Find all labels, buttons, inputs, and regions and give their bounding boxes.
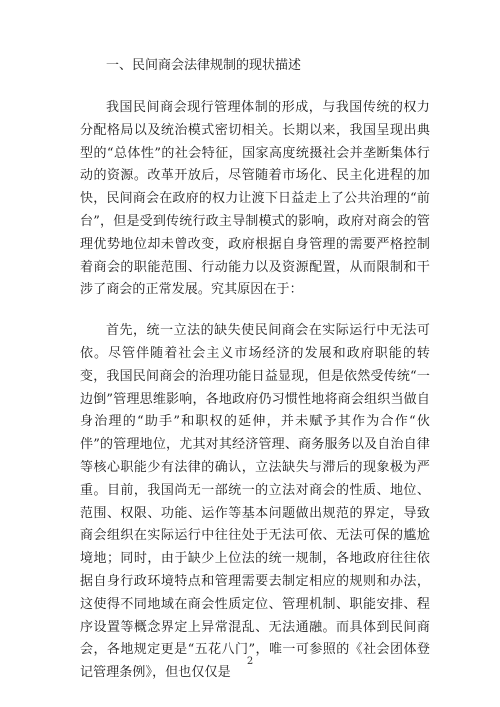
page-content xyxy=(80,55,430,703)
body-paragraph-2: 首先，统一立法的缺失使民间商会在实际运行中无法可依。尽管伴随着社会主义市场经济的发展和政府职能的转变，我国民间商会的治理功能日益显现，但是依然受传统“一边倒”管理思维影响，各地政府仍习惯性地将商会组织当做自身治理的“助手”和职权的延伸，并未赋予其作为合作“伙伴”的管理地位，尤其对其经济管理、商务服务以及自治自律等核心职能少有法律的确认，立法缺失与滞后的现象极为严重。目前，我国尚无一部统一的立法对商会的性质、地位、范围、权限、功能、运作等基本问题做出规范的界定，导致商会组织在实际运行中往往处于无法可依、无法可保的尴尬境地；同时，由于缺少上位法的统一规制，各地政府往往依据自身行政环境特点和管理需要去制定相应的规则和办法，这使得不同地域在商会性质定位、管理机制、职能安排、程序设置等概念界定上异常混乱、无法通融。而具体到民间商会，各地规定更是“五花八门”，唯一可参照的《社会团体登记管理条例》，但也仅仅是 xyxy=(80,323,430,681)
page-number: 2 xyxy=(246,656,254,667)
body-paragraph-1: 我国民间商会现行管理体制的形成，与我国传统的权力分配格局以及统治模式密切相关。长期以来，我国呈现出典型的“总体性”的社会特征，国家高度统摄社会并垄断集体行动的资源。改革开放后，尽管随着市场化、民主化进程的加快，民间商会在政府的权力让渡下日益走上了公共治理的“前台”，但是受到传统行政主导制模式的影响，政府对商会的管理优势地位却未曾改变，政府根据自身管理的需要严格控制着商会的职能范围、行动能力以及资源配置，从而限制和干涉了商会的正常发展。究其原因在于： xyxy=(80,100,430,298)
section-heading: 一、民间商会法律规制的现状描述 xyxy=(106,58,302,73)
